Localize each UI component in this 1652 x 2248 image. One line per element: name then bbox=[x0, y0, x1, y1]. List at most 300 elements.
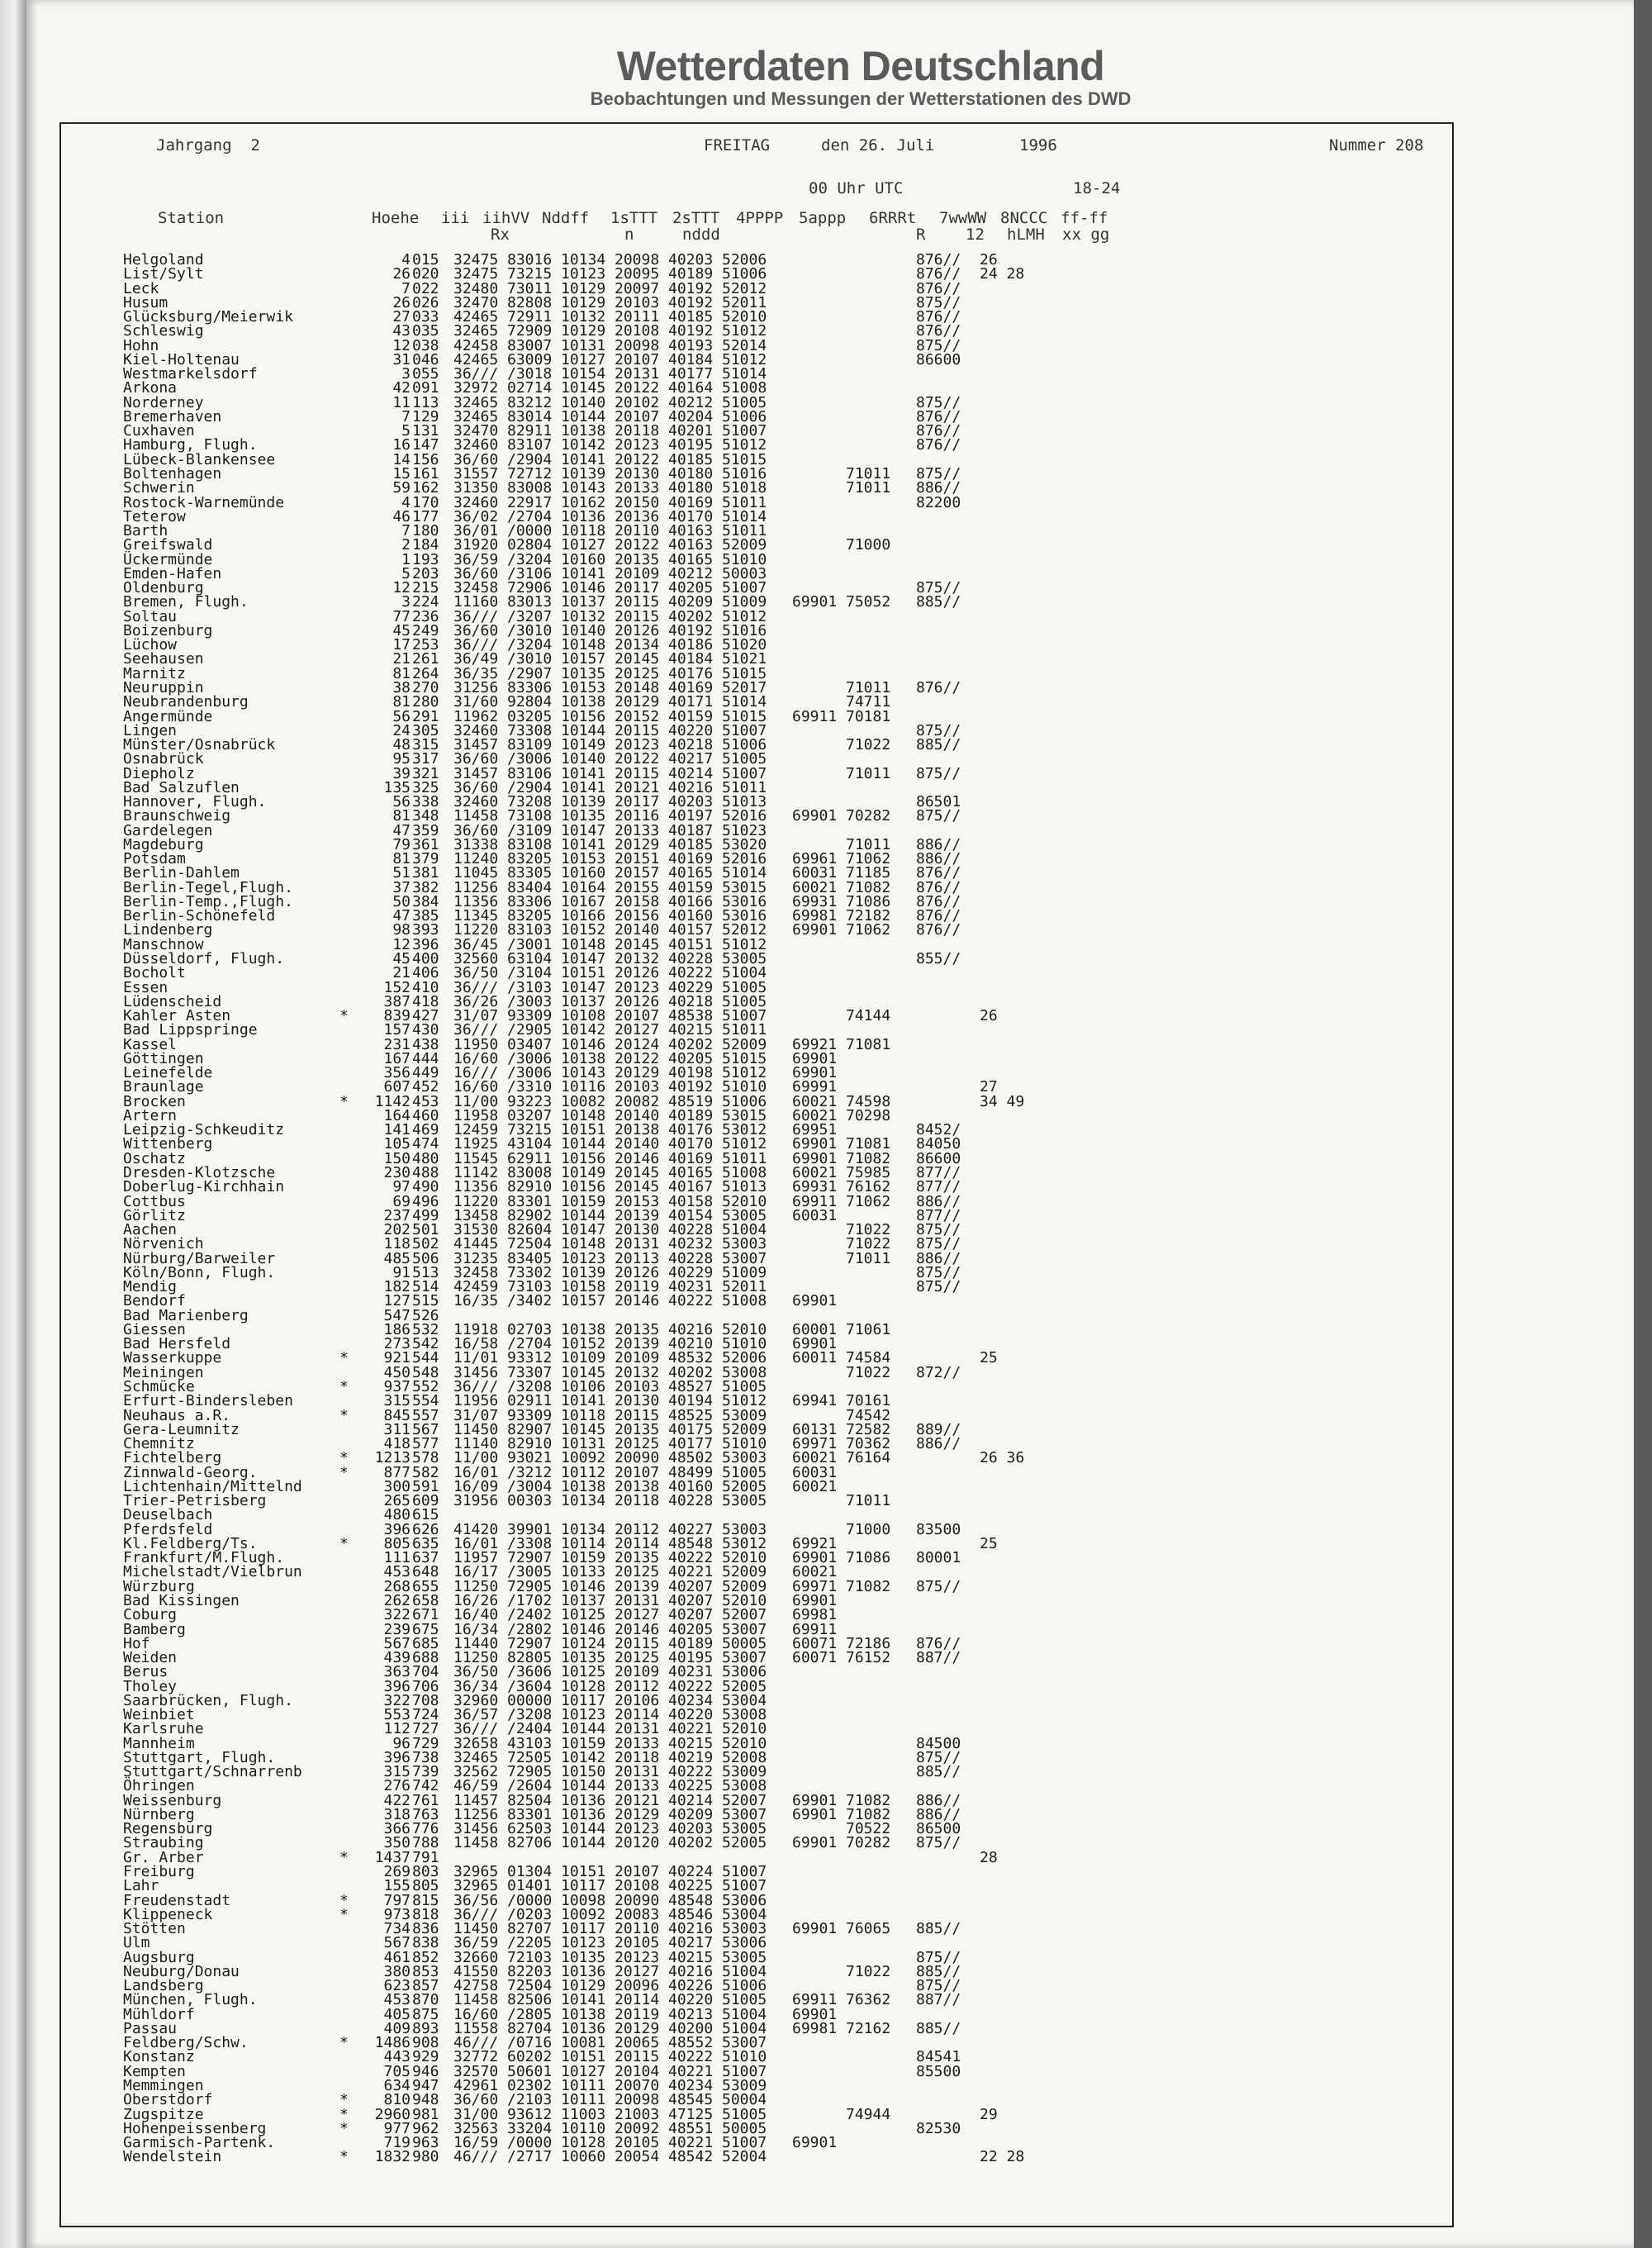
station-height: 118 bbox=[383, 1235, 411, 1253]
station-height: 350 bbox=[383, 1834, 411, 1852]
iihvv-value: 11545 bbox=[453, 1149, 499, 1167]
4pppp-value: 40169 bbox=[668, 850, 714, 868]
station-id: 761 bbox=[412, 1791, 439, 1809]
station-name: Tholey bbox=[123, 1677, 178, 1695]
7wwww-value: 70522 bbox=[846, 1820, 891, 1838]
1sttt-value: 10150 bbox=[561, 1763, 606, 1781]
nddff-value: 62503 bbox=[507, 1820, 553, 1838]
iihvv-value: 16/59 bbox=[453, 2134, 499, 2152]
2sttt-value: 20070 bbox=[615, 2077, 660, 2094]
station-height: 839 bbox=[383, 1007, 411, 1025]
station-height: 4 bbox=[401, 493, 411, 511]
column-header-iii: iii bbox=[441, 209, 470, 227]
nddff-value: 83007 bbox=[507, 336, 553, 354]
4pppp-value: 40202 bbox=[668, 607, 714, 625]
nddff-value: /3001 bbox=[507, 935, 553, 953]
nddff-value: 73208 bbox=[507, 793, 553, 811]
iihvv-value: 11160 bbox=[453, 593, 499, 611]
station-height: 387 bbox=[383, 992, 411, 1010]
6rrrt-value: 60021 bbox=[792, 1092, 838, 1110]
8nccc-value: 885// bbox=[916, 593, 961, 611]
mountain-marker: * bbox=[339, 1534, 349, 1552]
8nccc-value: 86501 bbox=[916, 793, 961, 811]
2sttt-value: 20124 bbox=[615, 1035, 660, 1053]
1sttt-value: 11003 bbox=[561, 2105, 606, 2123]
station-height: 4 bbox=[401, 251, 411, 269]
station-name: Leck bbox=[123, 279, 159, 297]
7wwww-value: 71082 bbox=[846, 1149, 891, 1167]
station-height: 51 bbox=[392, 864, 411, 882]
station-height: 5 bbox=[401, 564, 411, 582]
nddff-value: 73308 bbox=[507, 721, 553, 739]
station-height: 12 bbox=[392, 336, 411, 354]
column-subheader-n: n bbox=[624, 226, 634, 244]
station-height: 2 bbox=[401, 536, 411, 554]
4pppp-value: 40186 bbox=[668, 636, 714, 654]
station-height: 921 bbox=[383, 1349, 411, 1367]
nddff-value: /0203 bbox=[507, 1905, 553, 1923]
5appp-value: 51011 bbox=[722, 1149, 767, 1167]
station-id: 396 bbox=[412, 935, 439, 953]
iihvv-value: 31557 bbox=[453, 464, 499, 482]
1sttt-value: 10160 bbox=[561, 864, 606, 882]
1sttt-value: 10081 bbox=[561, 2034, 606, 2052]
iihvv-value: 11256 bbox=[453, 1805, 499, 1823]
nddff-value: 72504 bbox=[507, 1977, 553, 1995]
nddff-value: 73215 bbox=[507, 265, 553, 283]
iihvv-value: 16/26 bbox=[453, 1591, 499, 1609]
2sttt-value: 20129 bbox=[615, 1805, 660, 1823]
station-name: Potsdam bbox=[123, 850, 186, 868]
2sttt-value: 20138 bbox=[615, 1121, 660, 1139]
iihvv-value: 32460 bbox=[453, 793, 499, 811]
nddff-value: 93223 bbox=[507, 1092, 553, 1110]
station-id: 838 bbox=[412, 1934, 439, 1952]
4pppp-value: 48552 bbox=[668, 2034, 714, 2052]
1sttt-value: 10123 bbox=[561, 1706, 606, 1724]
4pppp-value: 40207 bbox=[668, 1591, 714, 1609]
2sttt-value: 20127 bbox=[615, 1962, 660, 1980]
6rrrt-value: 69911 bbox=[792, 707, 838, 725]
2sttt-value: 20133 bbox=[615, 1734, 660, 1752]
station-id: 552 bbox=[412, 1377, 439, 1395]
4pppp-value: 40189 bbox=[668, 1634, 714, 1652]
1sttt-value: 10124 bbox=[561, 1634, 606, 1652]
4pppp-value: 40157 bbox=[668, 921, 714, 939]
4pppp-value: 40228 bbox=[668, 1249, 714, 1267]
5appp-value: 51008 bbox=[722, 1164, 767, 1181]
6rrrt-value: 60131 bbox=[792, 1420, 838, 1438]
station-height: 363 bbox=[383, 1663, 411, 1681]
station-id: 180 bbox=[412, 522, 439, 540]
nddff-value: 00303 bbox=[507, 1492, 553, 1510]
2sttt-value: 20153 bbox=[615, 1192, 660, 1210]
station-name: Pferdsfeld bbox=[123, 1520, 213, 1538]
column-subheader-xxgg: xx gg bbox=[1062, 226, 1110, 244]
2sttt-value: 20130 bbox=[615, 1392, 660, 1410]
nddff-value: 83008 bbox=[507, 1164, 553, 1181]
column-header-8nccc: 8NCCC bbox=[1000, 209, 1048, 227]
nddff-value: 62911 bbox=[507, 1149, 553, 1167]
station-name: Gardelegen bbox=[123, 821, 213, 839]
iihvv-value: 11/00 bbox=[453, 1449, 499, 1467]
station-id: 514 bbox=[412, 1278, 439, 1296]
5appp-value: 52014 bbox=[722, 336, 767, 354]
2sttt-value: 20133 bbox=[615, 479, 660, 497]
5appp-value: 51007 bbox=[722, 2134, 767, 2152]
8nccc-value: 875// bbox=[916, 1748, 961, 1766]
station-id: 582 bbox=[412, 1463, 439, 1481]
iihvv-value: 11140 bbox=[453, 1435, 499, 1453]
nddff-value: 82910 bbox=[507, 1178, 553, 1196]
4pppp-value: 40217 bbox=[668, 750, 714, 768]
1sttt-value: 10146 bbox=[561, 579, 606, 597]
6rrrt-value: 69911 bbox=[792, 1620, 838, 1638]
5appp-value: 51014 bbox=[722, 507, 767, 525]
iihvv-value: 32563 bbox=[453, 2119, 499, 2137]
iihvv-value: 36/57 bbox=[453, 1706, 499, 1724]
station-name: Bad Salzuflen bbox=[123, 778, 240, 796]
nddff-value: 39901 bbox=[507, 1520, 553, 1538]
2sttt-value: 20107 bbox=[615, 1007, 660, 1025]
nddff-value: 82911 bbox=[507, 422, 553, 440]
1sttt-value: 10148 bbox=[561, 1106, 606, 1124]
nddff-value: /3207 bbox=[507, 607, 553, 625]
station-id: 480 bbox=[412, 1149, 439, 1167]
5appp-value: 53003 bbox=[722, 1920, 767, 1938]
station-name: Husum bbox=[123, 293, 169, 311]
iihvv-value: 36/60 bbox=[453, 621, 499, 639]
7wwww-value: 71011 bbox=[846, 464, 891, 482]
6rrrt-value: 69901 bbox=[792, 1149, 838, 1167]
column-header-nddff: Nddff bbox=[542, 209, 590, 227]
2sttt-value: 20125 bbox=[615, 1563, 660, 1581]
8nccc-value: 889// bbox=[916, 1420, 961, 1438]
station-id: 361 bbox=[412, 835, 439, 853]
station-id: 578 bbox=[412, 1449, 439, 1467]
1sttt-value: 10129 bbox=[561, 293, 606, 311]
station-height: 3 bbox=[401, 365, 411, 383]
iihvv-value: 11958 bbox=[453, 1106, 499, 1124]
5appp-value: 53005 bbox=[722, 1206, 767, 1224]
iihvv-value: 11458 bbox=[453, 807, 499, 825]
2sttt-value: 20109 bbox=[615, 1663, 660, 1681]
nddff-value: 72911 bbox=[507, 308, 553, 326]
2sttt-value: 20098 bbox=[615, 336, 660, 354]
1sttt-value: 10132 bbox=[561, 607, 606, 625]
1sttt-value: 10151 bbox=[561, 1863, 606, 1881]
8nccc-value: 86600 bbox=[916, 350, 961, 368]
5appp-value: 53015 bbox=[722, 878, 767, 896]
nddff-value: 63009 bbox=[507, 350, 553, 368]
5appp-value: 52009 bbox=[722, 536, 767, 554]
7wwww-value: 71081 bbox=[846, 1135, 891, 1153]
8nccc-value: 886// bbox=[916, 1805, 961, 1823]
1sttt-value: 10144 bbox=[561, 1820, 606, 1838]
8nccc-value: 875// bbox=[916, 579, 961, 597]
station-id: 453 bbox=[412, 1092, 439, 1110]
4pppp-value: 40217 bbox=[668, 1934, 714, 1952]
2sttt-value: 20121 bbox=[615, 1791, 660, 1809]
5appp-value: 53007 bbox=[722, 1249, 767, 1267]
1sttt-value: 10142 bbox=[561, 436, 606, 454]
5appp-value: 50005 bbox=[722, 2119, 767, 2137]
5appp-value: 51009 bbox=[722, 593, 767, 611]
4pppp-value: 40171 bbox=[668, 693, 714, 711]
station-name: Soltau bbox=[123, 607, 178, 625]
4pppp-value: 40216 bbox=[668, 1920, 714, 1938]
2sttt-value: 20129 bbox=[615, 693, 660, 711]
iihvv-value: 36/60 bbox=[453, 564, 499, 582]
station-height: 31 bbox=[392, 350, 411, 368]
station-height: 1 bbox=[401, 550, 411, 568]
2sttt-value: 21003 bbox=[615, 2105, 660, 2123]
2sttt-value: 20107 bbox=[615, 1863, 660, 1881]
8nccc-value: 885// bbox=[916, 1962, 961, 1980]
station-name: Stuttgart, Flugh. bbox=[123, 1748, 276, 1766]
nddff-value: 82805 bbox=[507, 1649, 553, 1667]
station-id: 193 bbox=[412, 550, 439, 568]
station-height: 239 bbox=[383, 1620, 411, 1638]
1sttt-value: 10153 bbox=[561, 850, 606, 868]
8nccc-value: 875// bbox=[916, 464, 961, 482]
station-height: 623 bbox=[383, 1977, 411, 1995]
1sttt-value: 10164 bbox=[561, 878, 606, 896]
8nccc-value: 875// bbox=[916, 393, 961, 411]
6rrrt-value: 60021 bbox=[792, 1477, 838, 1495]
station-id: 460 bbox=[412, 1106, 439, 1124]
2sttt-value: 20107 bbox=[615, 1463, 660, 1481]
8nccc-value: 876// bbox=[916, 878, 961, 896]
nddff-value: /3402 bbox=[507, 1292, 553, 1310]
nddff-value: 73307 bbox=[507, 1363, 553, 1381]
4pppp-value: 40184 bbox=[668, 650, 714, 668]
6rrrt-value: 69921 bbox=[792, 1035, 838, 1053]
1sttt-value: 10111 bbox=[561, 2091, 606, 2109]
2sttt-value: 20115 bbox=[615, 2048, 660, 2066]
8nccc-value: 875// bbox=[916, 336, 961, 354]
2sttt-value: 20135 bbox=[615, 1420, 660, 1438]
iihvv-value: 36/// bbox=[453, 1377, 499, 1395]
1sttt-value: 10116 bbox=[561, 1078, 606, 1096]
iihvv-value: 46/59 bbox=[453, 1777, 499, 1795]
column-header-station: Station bbox=[158, 209, 225, 227]
station-id: 020 bbox=[412, 265, 439, 283]
2sttt-value: 20092 bbox=[615, 2119, 660, 2137]
station-id: 513 bbox=[412, 1263, 439, 1281]
station-name: Klippeneck bbox=[123, 1905, 213, 1923]
4pppp-value: 48545 bbox=[668, 2091, 714, 2109]
iihvv-value: 36/50 bbox=[453, 964, 499, 982]
1sttt-value: 10128 bbox=[561, 1677, 606, 1695]
5appp-value: 52007 bbox=[722, 1791, 767, 1809]
2sttt-value: 20118 bbox=[615, 1492, 660, 1510]
2sttt-value: 20140 bbox=[615, 921, 660, 939]
station-height: 480 bbox=[383, 1506, 411, 1524]
station-name: Leipzig-Schkeuditz bbox=[123, 1121, 285, 1139]
1sttt-value: 10156 bbox=[561, 1149, 606, 1167]
5appp-value: 51010 bbox=[722, 1335, 767, 1353]
8nccc-value: 876// bbox=[916, 308, 961, 326]
8nccc-value: 875// bbox=[916, 1977, 961, 1995]
station-height: 59 bbox=[392, 479, 411, 497]
7wwww-value: 71022 bbox=[846, 1363, 891, 1381]
nddff-value: 72504 bbox=[507, 1235, 553, 1253]
station-height: 567 bbox=[383, 1634, 411, 1652]
2sttt-value: 20098 bbox=[615, 2091, 660, 2109]
nddff-value: 02703 bbox=[507, 1320, 553, 1338]
station-id: 113 bbox=[412, 393, 439, 411]
station-height: 81 bbox=[392, 693, 411, 711]
8nccc-value: 886// bbox=[916, 1435, 961, 1453]
station-name: Lahr bbox=[123, 1877, 159, 1895]
station-name: Neubrandenburg bbox=[123, 693, 249, 711]
2sttt-value: 20125 bbox=[615, 664, 660, 682]
8nccc-value: 886// bbox=[916, 479, 961, 497]
5appp-value: 51007 bbox=[722, 579, 767, 597]
8nccc-value: 886// bbox=[916, 1791, 961, 1809]
station-id: 317 bbox=[412, 750, 439, 768]
1sttt-value: 10145 bbox=[561, 1363, 606, 1381]
nddff-value: 73302 bbox=[507, 1263, 553, 1281]
2sttt-value: 20145 bbox=[615, 1164, 660, 1181]
4pppp-value: 40202 bbox=[668, 1834, 714, 1852]
iihvv-value: 32465 bbox=[453, 393, 499, 411]
5appp-value: 53006 bbox=[722, 1891, 767, 1909]
4pppp-value: 40192 bbox=[668, 621, 714, 639]
1sttt-value: 10136 bbox=[561, 2019, 606, 2037]
7wwww-value: 74598 bbox=[846, 1092, 891, 1110]
iihvv-value: 11962 bbox=[453, 707, 499, 725]
iihvv-value: 42758 bbox=[453, 1977, 499, 1995]
1sttt-value: 10145 bbox=[561, 1420, 606, 1438]
4pppp-value: 40154 bbox=[668, 1206, 714, 1224]
1sttt-value: 10151 bbox=[561, 964, 606, 982]
5appp-value: 52010 bbox=[722, 1734, 767, 1752]
4pppp-value: 48527 bbox=[668, 1377, 714, 1395]
station-height: 155 bbox=[383, 1877, 411, 1895]
station-name: Zinnwald-Georg. bbox=[123, 1463, 258, 1481]
station-height: 186 bbox=[383, 1320, 411, 1338]
5appp-value: 52010 bbox=[722, 1549, 767, 1567]
5appp-value: 51005 bbox=[722, 978, 767, 996]
station-name: Nürburg/Barweiler bbox=[123, 1249, 276, 1267]
4pppp-value: 40176 bbox=[668, 664, 714, 682]
station-name: Bad Marienberg bbox=[123, 1306, 249, 1324]
station-name: Berlin-Tegel,Flugh. bbox=[123, 878, 293, 896]
station-height: 46 bbox=[392, 507, 411, 525]
station-name: Glücksburg/Meierwik bbox=[123, 308, 293, 326]
station-name: Schleswig bbox=[123, 322, 204, 340]
station-name: Westmarkelsdorf bbox=[123, 365, 258, 383]
nddff-value: /3310 bbox=[507, 1078, 553, 1096]
5appp-value: 53004 bbox=[722, 1691, 767, 1709]
station-height: 409 bbox=[383, 2019, 411, 2037]
5appp-value: 51008 bbox=[722, 1292, 767, 1310]
station-id: 015 bbox=[412, 251, 439, 269]
station-name: Coburg bbox=[123, 1606, 178, 1624]
7wwww-value: 71082 bbox=[846, 1805, 891, 1823]
1sttt-value: 10148 bbox=[561, 1235, 606, 1253]
6rrrt-value: 69981 bbox=[792, 1606, 838, 1624]
4pppp-value: 40159 bbox=[668, 878, 714, 896]
nddff-value: 82706 bbox=[507, 1834, 553, 1852]
station-name: Göttingen bbox=[123, 1049, 204, 1067]
7wwww-value: 76162 bbox=[846, 1178, 891, 1196]
nddff-value: 83205 bbox=[507, 907, 553, 925]
station-name: Karlsruhe bbox=[123, 1720, 204, 1738]
5appp-value: 53009 bbox=[722, 1763, 767, 1781]
7wwww-value: 71086 bbox=[846, 892, 891, 910]
station-id: 706 bbox=[412, 1677, 439, 1695]
4pppp-value: 40213 bbox=[668, 2005, 714, 2023]
station-name: Straubing bbox=[123, 1834, 204, 1852]
station-name: Kiel-Holtenau bbox=[123, 350, 240, 368]
station-name: Greifswald bbox=[123, 536, 213, 554]
station-id: 727 bbox=[412, 1720, 439, 1738]
station-height: 3 bbox=[401, 593, 411, 611]
5appp-value: 51005 bbox=[722, 2105, 767, 2123]
4pppp-value: 40164 bbox=[668, 379, 714, 397]
station-name: Gera-Leumnitz bbox=[123, 1420, 240, 1438]
station-height: 977 bbox=[383, 2119, 411, 2137]
station-height: 356 bbox=[383, 1064, 411, 1082]
4pppp-value: 40170 bbox=[668, 507, 714, 525]
2sttt-value: 20109 bbox=[615, 564, 660, 582]
station-height: 47 bbox=[392, 821, 411, 839]
5appp-value: 52008 bbox=[722, 1748, 767, 1766]
nddff-value: 73215 bbox=[507, 1121, 553, 1139]
5appp-value: 51005 bbox=[722, 1991, 767, 2009]
station-id: 853 bbox=[412, 1962, 439, 1980]
station-id: 532 bbox=[412, 1320, 439, 1338]
4pppp-value: 40160 bbox=[668, 1477, 714, 1495]
6rrrt-value: 69901 bbox=[792, 1064, 838, 1082]
iihvv-value: 36/50 bbox=[453, 1663, 499, 1681]
1sttt-value: 10144 bbox=[561, 1135, 606, 1153]
1sttt-value: 10167 bbox=[561, 892, 606, 910]
5appp-value: 52012 bbox=[722, 279, 767, 297]
4pppp-value: 40212 bbox=[668, 393, 714, 411]
station-height: 45 bbox=[392, 950, 411, 968]
station-height: 422 bbox=[383, 1791, 411, 1809]
nddff-value: 83103 bbox=[507, 921, 553, 939]
2sttt-value: 20112 bbox=[615, 1520, 660, 1538]
nddff-value: 00000 bbox=[507, 1691, 553, 1709]
station-name: Wendelstein bbox=[123, 2148, 222, 2166]
4pppp-value: 40200 bbox=[668, 2019, 714, 2037]
station-id: 929 bbox=[412, 2048, 439, 2066]
1sttt-value: 10138 bbox=[561, 422, 606, 440]
2sttt-value: 20132 bbox=[615, 1363, 660, 1381]
2sttt-value: 20122 bbox=[615, 1049, 660, 1067]
nddff-value: /2103 bbox=[507, 2091, 553, 2109]
station-name: Hannover, Flugh. bbox=[123, 793, 267, 811]
station-id: 026 bbox=[412, 293, 439, 311]
1sttt-value: 10127 bbox=[561, 536, 606, 554]
mountain-marker: * bbox=[339, 2148, 349, 2166]
station-name: Bremerhaven bbox=[123, 407, 222, 425]
5appp-value: 51012 bbox=[722, 350, 767, 368]
2sttt-value: 20135 bbox=[615, 1320, 660, 1338]
5appp-value: 51021 bbox=[722, 650, 767, 668]
station-id: 818 bbox=[412, 1905, 439, 1923]
4pppp-value: 40216 bbox=[668, 1962, 714, 1980]
iihvv-value: 16/34 bbox=[453, 1620, 499, 1638]
8nccc-value: 875// bbox=[916, 1278, 961, 1296]
iihvv-value: 32658 bbox=[453, 1734, 499, 1752]
6rrrt-value: 69921 bbox=[792, 1534, 838, 1552]
